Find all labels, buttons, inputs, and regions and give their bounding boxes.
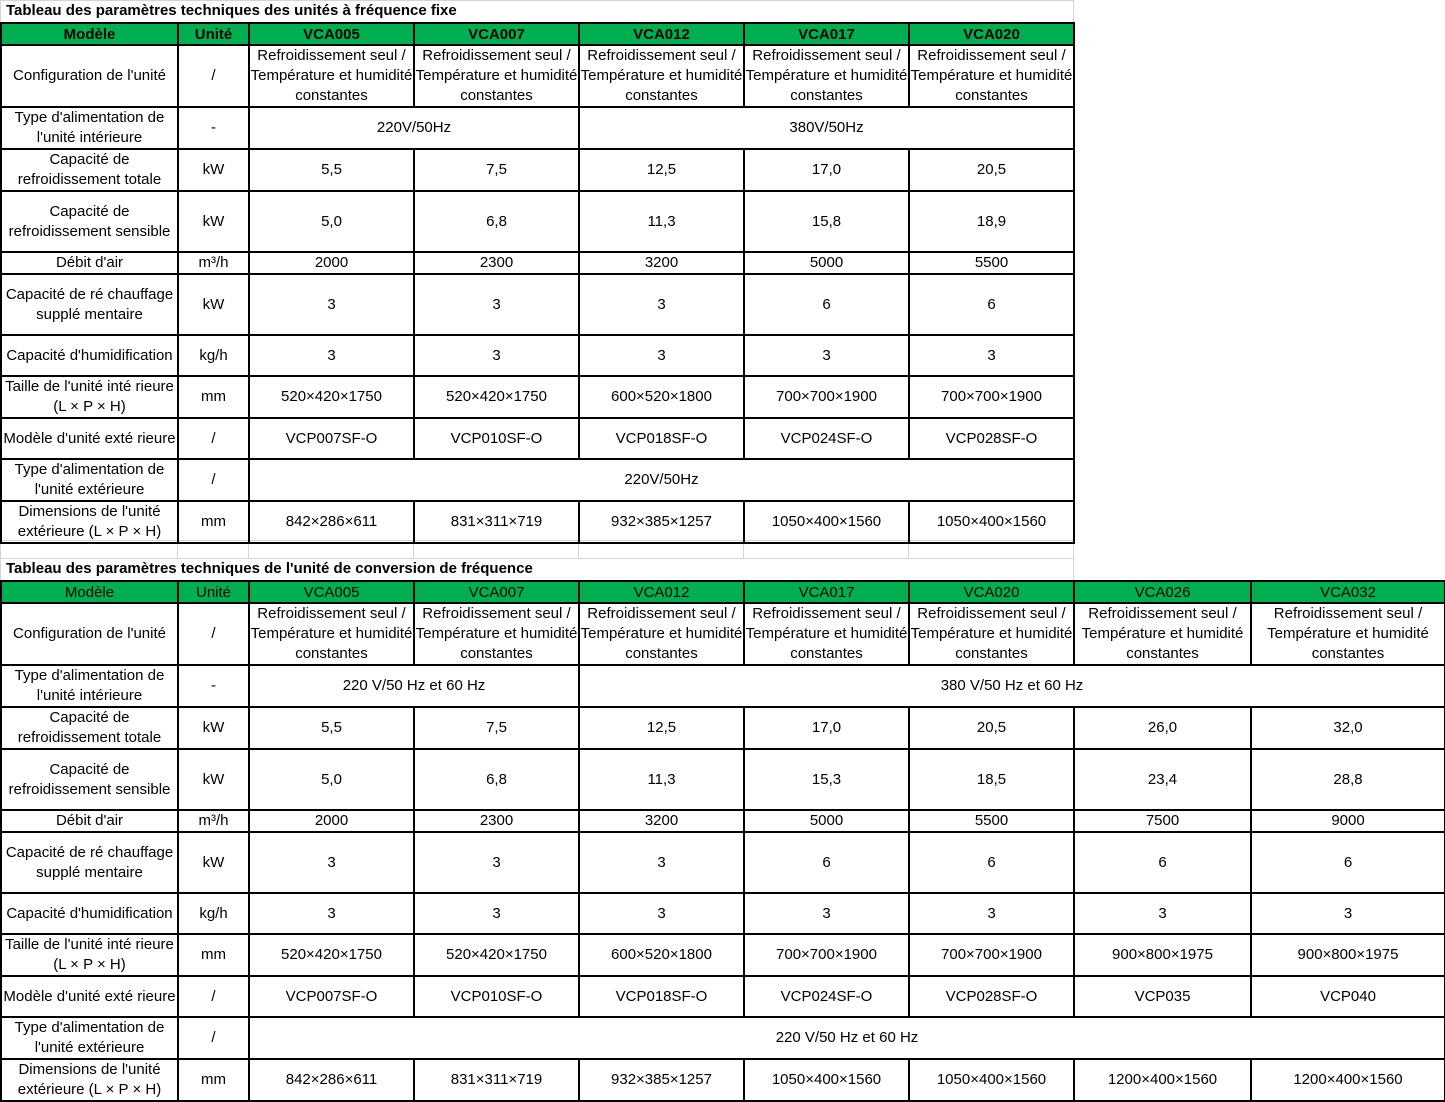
- table-cell: 5000: [744, 810, 909, 832]
- table-row: [1, 707, 1445, 749]
- table-cell: 3: [414, 832, 579, 893]
- column-header: VCA017: [744, 581, 909, 603]
- row-unit: /: [178, 1017, 249, 1059]
- table-cell: 7,5: [414, 707, 579, 749]
- row-unit: kW: [178, 274, 249, 335]
- table-cell: Refroidissement seul / Température et humidité constantes: [579, 603, 744, 665]
- table-row: [1, 459, 1074, 501]
- row-unit: /: [178, 603, 249, 665]
- row-label: Type d'alimentation de l'unité intérieure: [1, 107, 178, 149]
- table-cell: 900×800×1975: [1074, 934, 1251, 976]
- table-cell: 26,0: [1074, 707, 1251, 749]
- table-cell: 6: [1074, 832, 1251, 893]
- table-cell: 17,0: [744, 149, 909, 191]
- table-row: [1, 107, 1074, 149]
- row-label: Dimensions de l'unité extérieure (L × P × H): [1, 1059, 178, 1101]
- table-cell: 3200: [579, 810, 744, 832]
- table-cell: 520×420×1750: [414, 376, 579, 418]
- row-label: Type d'alimentation de l'unité extérieure: [1, 459, 178, 501]
- table-cell: 23,4: [1074, 749, 1251, 810]
- table-cell: 3: [1251, 893, 1445, 934]
- table-cell: VCP028SF-O: [909, 418, 1074, 459]
- table-cell: 3: [909, 893, 1074, 934]
- table-row: [1, 335, 1074, 376]
- table-cell: 3: [744, 893, 909, 934]
- table-cell: 6,8: [414, 749, 579, 810]
- table-row: [1, 1017, 1445, 1059]
- table-cell: 5,0: [249, 191, 414, 252]
- table-cell: 5,5: [249, 149, 414, 191]
- table-cell: 2300: [414, 252, 579, 274]
- table-row: [1, 1059, 1445, 1101]
- table-cell: 20,5: [909, 149, 1074, 191]
- table-cell: 2000: [249, 810, 414, 832]
- table-row: [1, 274, 1074, 335]
- row-unit: /: [178, 976, 249, 1017]
- table-cell: 520×420×1750: [249, 934, 414, 976]
- table-cell: 6,8: [414, 191, 579, 252]
- row-label: Configuration de l'unité: [1, 603, 178, 665]
- header-row: [1, 23, 1074, 45]
- fixed-frequency-table: [0, 22, 1075, 544]
- row-unit: /: [178, 418, 249, 459]
- table-cell: 1050×400×1560: [909, 1059, 1074, 1101]
- table-cell: 11,3: [579, 191, 744, 252]
- row-unit: kW: [178, 707, 249, 749]
- table-cell: 3: [579, 335, 744, 376]
- column-header: Modèle: [1, 581, 178, 603]
- table-cell: 6: [909, 274, 1074, 335]
- table-cell: VCP018SF-O: [579, 418, 744, 459]
- table-row: [1, 976, 1445, 1017]
- table-cell: VCP024SF-O: [744, 976, 909, 1017]
- table-row: [1, 603, 1445, 665]
- column-header: VCA026: [1074, 581, 1251, 603]
- column-header: VCA007: [414, 581, 579, 603]
- table-cell: 5500: [909, 810, 1074, 832]
- table-row: [1, 832, 1445, 893]
- table-cell: 3: [414, 893, 579, 934]
- table-cell: Refroidissement seul / Température et humidité constantes: [414, 603, 579, 665]
- row-unit: m³/h: [178, 252, 249, 274]
- table-cell: VCP024SF-O: [744, 418, 909, 459]
- table-cell: 3: [1074, 893, 1251, 934]
- table-cell: 9000: [1251, 810, 1445, 832]
- table-row: [1, 501, 1074, 543]
- table-cell: 7500: [1074, 810, 1251, 832]
- row-label: Capacité de refroidissement sensible: [1, 191, 178, 252]
- table-cell: 520×420×1750: [414, 934, 579, 976]
- table-row: [1, 665, 1445, 707]
- column-header: VCA032: [1251, 581, 1445, 603]
- column-header: VCA020: [909, 581, 1074, 603]
- table-cell: 6: [1251, 832, 1445, 893]
- row-label: Dimensions de l'unité extérieure (L × P × H): [1, 501, 178, 543]
- table-row: [1, 376, 1074, 418]
- table-cell: 2300: [414, 810, 579, 832]
- column-header: Unité: [178, 581, 249, 603]
- table-cell: Refroidissement seul / Température et humidité constantes: [744, 603, 909, 665]
- row-label: Capacité de ré chauffage supplé mentaire: [1, 832, 178, 893]
- table-cell: Refroidissement seul / Température et humidité constantes: [579, 45, 744, 107]
- table-cell: VCP035: [1074, 976, 1251, 1017]
- table-cell: 380 V/50 Hz et 60 Hz: [579, 665, 1445, 707]
- table-cell: VCP010SF-O: [414, 418, 579, 459]
- row-label: Capacité d'humidification: [1, 893, 178, 934]
- table-cell: VCP007SF-O: [249, 418, 414, 459]
- table-cell: 220 V/50 Hz et 60 Hz: [249, 665, 579, 707]
- table-cell: Refroidissement seul / Température et humidité constantes: [744, 45, 909, 107]
- table-cell: 15,3: [744, 749, 909, 810]
- table-cell: 11,3: [579, 749, 744, 810]
- table-cell: 5,5: [249, 707, 414, 749]
- table-cell: 932×385×1257: [579, 1059, 744, 1101]
- row-unit: kW: [178, 149, 249, 191]
- table-row: [1, 418, 1074, 459]
- table-cell: 842×286×611: [249, 501, 414, 543]
- table-cell: 5,0: [249, 749, 414, 810]
- row-unit: mm: [178, 376, 249, 418]
- table-cell: 18,9: [909, 191, 1074, 252]
- row-unit: kW: [178, 832, 249, 893]
- row-label: Type d'alimentation de l'unité intérieure: [1, 665, 178, 707]
- column-header: VCA017: [744, 23, 909, 45]
- table-cell: 520×420×1750: [249, 376, 414, 418]
- variable-frequency-table: [0, 580, 1445, 1102]
- row-label: Capacité de refroidissement totale: [1, 707, 178, 749]
- column-header: Modèle: [1, 23, 178, 45]
- table-cell: 20,5: [909, 707, 1074, 749]
- table-cell: 700×700×1900: [744, 934, 909, 976]
- table-cell: 6: [744, 274, 909, 335]
- table-cell: 1050×400×1560: [909, 501, 1074, 543]
- table-cell: 380V/50Hz: [579, 107, 1074, 149]
- row-unit: /: [178, 45, 249, 107]
- table-row: [1, 810, 1445, 832]
- row-label: Configuration de l'unité: [1, 45, 178, 107]
- table-cell: 1050×400×1560: [744, 501, 909, 543]
- table-cell: VCP018SF-O: [579, 976, 744, 1017]
- table-cell: VCP028SF-O: [909, 976, 1074, 1017]
- table-cell: Refroidissement seul / Température et humidité constantes: [909, 603, 1074, 665]
- table-cell: Refroidissement seul / Température et humidité constantes: [249, 45, 414, 107]
- table-cell: 600×520×1800: [579, 376, 744, 418]
- row-unit: kg/h: [178, 893, 249, 934]
- table-cell: 15,8: [744, 191, 909, 252]
- table2-title: Tableau des paramètres techniques de l'unité de conversion de fréquence: [6, 560, 533, 577]
- column-header: VCA007: [414, 23, 579, 45]
- column-header: VCA012: [579, 23, 744, 45]
- table-cell: 3200: [579, 252, 744, 274]
- table-row: [1, 149, 1074, 191]
- table-cell: 3: [414, 274, 579, 335]
- table-cell: 18,5: [909, 749, 1074, 810]
- column-header: Unité: [178, 23, 249, 45]
- table-cell: 700×700×1900: [744, 376, 909, 418]
- row-label: Taille de l'unité inté rieure (L × P × H): [1, 934, 178, 976]
- row-label: Modèle d'unité exté rieure: [1, 976, 178, 1017]
- row-label: Type d'alimentation de l'unité extérieure: [1, 1017, 178, 1059]
- table-row: [1, 934, 1445, 976]
- table-cell: Refroidissement seul / Température et humidité constantes: [249, 603, 414, 665]
- table-row: [1, 893, 1445, 934]
- row-label: Taille de l'unité inté rieure (L × P × H): [1, 376, 178, 418]
- table-cell: 600×520×1800: [579, 934, 744, 976]
- row-label: Modèle d'unité exté rieure: [1, 418, 178, 459]
- table-cell: 932×385×1257: [579, 501, 744, 543]
- table-cell: 5000: [744, 252, 909, 274]
- row-unit: kg/h: [178, 335, 249, 376]
- table-cell: 17,0: [744, 707, 909, 749]
- table-cell: 1050×400×1560: [744, 1059, 909, 1101]
- table-row: [1, 749, 1445, 810]
- table-cell: 3: [579, 893, 744, 934]
- row-unit: -: [178, 665, 249, 707]
- row-unit: kW: [178, 191, 249, 252]
- column-header: VCA005: [249, 581, 414, 603]
- table-cell: 6: [744, 832, 909, 893]
- row-unit: mm: [178, 934, 249, 976]
- table-cell: VCP007SF-O: [249, 976, 414, 1017]
- table-cell: 3: [414, 335, 579, 376]
- table-cell: 220V/50Hz: [249, 459, 1074, 501]
- row-label: Capacité de refroidissement totale: [1, 149, 178, 191]
- table-cell: 700×700×1900: [909, 376, 1074, 418]
- table-cell: 12,5: [579, 707, 744, 749]
- row-unit: kW: [178, 749, 249, 810]
- table-cell: Refroidissement seul / Température et humidité constantes: [1251, 603, 1445, 665]
- row-label: Débit d'air: [1, 252, 178, 274]
- header-row: [1, 581, 1445, 603]
- row-unit: -: [178, 107, 249, 149]
- table-cell: 28,8: [1251, 749, 1445, 810]
- table-cell: 220V/50Hz: [249, 107, 579, 149]
- table-cell: Refroidissement seul / Température et humidité constantes: [1074, 603, 1251, 665]
- table-cell: 3: [579, 274, 744, 335]
- table-row: [1, 191, 1074, 252]
- table-row: [1, 252, 1074, 274]
- table-cell: VCP010SF-O: [414, 976, 579, 1017]
- table-cell: VCP040: [1251, 976, 1445, 1017]
- table-cell: 831×311×719: [414, 1059, 579, 1101]
- table-cell: 700×700×1900: [909, 934, 1074, 976]
- row-unit: m³/h: [178, 810, 249, 832]
- table-cell: 3: [249, 335, 414, 376]
- table-cell: 3: [909, 335, 1074, 376]
- table-cell: 3: [249, 893, 414, 934]
- row-unit: mm: [178, 501, 249, 543]
- table-cell: 7,5: [414, 149, 579, 191]
- table-cell: 6: [909, 832, 1074, 893]
- table-cell: 3: [579, 832, 744, 893]
- table-cell: 1200×400×1560: [1074, 1059, 1251, 1101]
- table-cell: 3: [744, 335, 909, 376]
- table-cell: 12,5: [579, 149, 744, 191]
- column-header: VCA005: [249, 23, 414, 45]
- table-cell: 32,0: [1251, 707, 1445, 749]
- table-row: [1, 45, 1074, 107]
- column-header: VCA012: [579, 581, 744, 603]
- row-label: Capacité d'humidification: [1, 335, 178, 376]
- table-cell: 831×311×719: [414, 501, 579, 543]
- row-label: Capacité de refroidissement sensible: [1, 749, 178, 810]
- row-label: Débit d'air: [1, 810, 178, 832]
- table-cell: 3: [249, 832, 414, 893]
- table-cell: 1200×400×1560: [1251, 1059, 1445, 1101]
- table1-title: Tableau des paramètres techniques des unités à fréquence fixe: [6, 2, 457, 19]
- table-cell: 5500: [909, 252, 1074, 274]
- table-cell: 2000: [249, 252, 414, 274]
- table-cell: Refroidissement seul / Température et humidité constantes: [414, 45, 579, 107]
- row-label: Capacité de ré chauffage supplé mentaire: [1, 274, 178, 335]
- table-cell: 3: [249, 274, 414, 335]
- table-cell: 220 V/50 Hz et 60 Hz: [249, 1017, 1445, 1059]
- row-unit: mm: [178, 1059, 249, 1101]
- table-cell: 900×800×1975: [1251, 934, 1445, 976]
- row-unit: /: [178, 459, 249, 501]
- table-cell: 842×286×611: [249, 1059, 414, 1101]
- table-cell: Refroidissement seul / Température et humidité constantes: [909, 45, 1074, 107]
- column-header: VCA020: [909, 23, 1074, 45]
